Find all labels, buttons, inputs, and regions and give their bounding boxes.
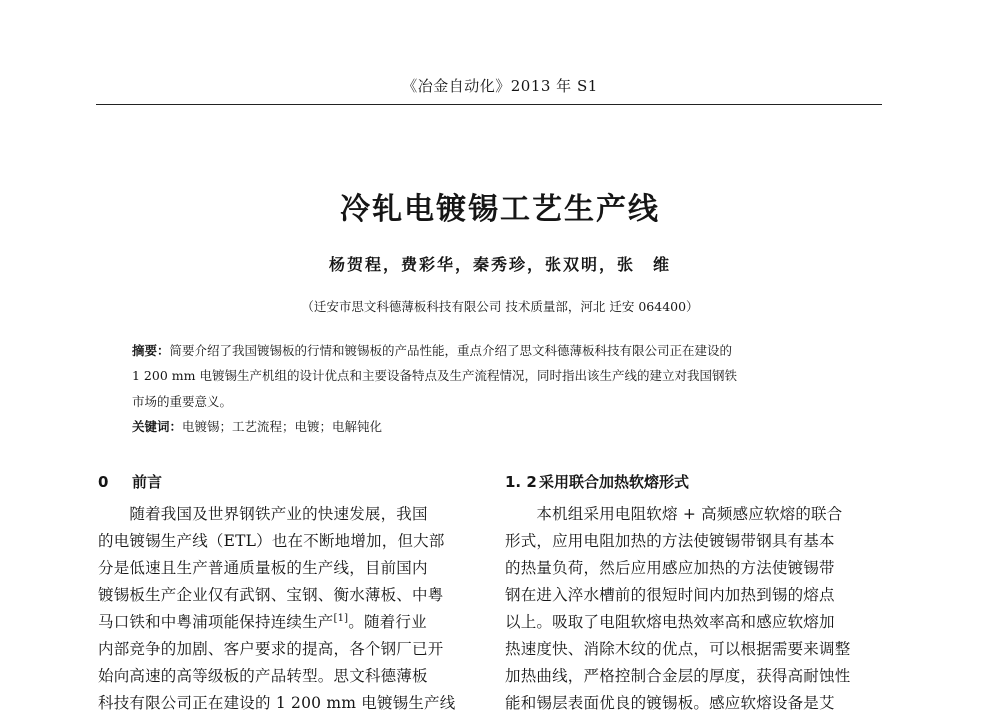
affiliation: （迁安市思文科德薄板科技有限公司 技术质量部，河北 迁安 064400） (301, 299, 699, 314)
abstract-line-2: 1 200 mm 电镀锡生产机组的设计优点和主要设备特点及生产流程情况，同时指出该生产线的建立对我国钢铁 (132, 368, 737, 383)
journal-header: 《冶金自动化》2013 年 S1 (402, 77, 598, 95)
section-1-2-title: 采用联合加热软熔形式 (539, 473, 690, 491)
right-body-line-5: 以上。吸取了电阻软熔电热效率高和感应软熔加 (505, 613, 835, 631)
left-body-line-4: 镀锡板生产企业仅有武钢、宝钢、衡水薄板、中粤 (98, 586, 444, 604)
right-body-line-6: 热速度快、消除木纹的优点，可以根据需要来调整 (505, 640, 851, 658)
left-body-line-5-tail: 。随着行业 (348, 613, 427, 631)
abstract-label: 摘要： (132, 343, 170, 358)
left-body-line-7: 始向高速的高等级板的产品转型。思文科德薄板 (98, 667, 428, 685)
section-1-2-number: 1. 2 (505, 473, 537, 491)
paper-title: 冷轧电镀锡工艺生产线 (340, 192, 660, 227)
section-0-number: 0 (98, 473, 109, 491)
left-body-line-1: 随着我国及世界钢铁产业的快速发展，我国 (98, 505, 428, 523)
header-rule (96, 104, 882, 105)
left-body-line-2: 的电镀锡生产线（ETL）也在不断地增加，但大部 (98, 532, 445, 550)
left-body-line-3: 分是低速且生产普通质量板的生产线，目前国内 (98, 559, 428, 577)
citation-ref: [1] (333, 612, 349, 624)
author-list: 杨贺程，费彩华，秦秀珍，张双明，张 维 (328, 255, 671, 274)
right-body-line-8: 能和锡层表面优良的镀锡板。感应软熔设备是艾 (505, 694, 835, 712)
keywords-line (132, 417, 382, 435)
right-body-line-2: 形式，应用电阻加热的方法使镀锡带钢具有基本 (505, 532, 835, 550)
left-body-line-6: 内部竞争的加剧、客户要求的提高，各个钢厂已开 (98, 640, 444, 658)
right-body-line-3: 的热量负荷，然后应用感应加热的方法使镀锡带 (505, 559, 835, 577)
section-1-2-heading (505, 471, 689, 492)
keywords-text: 电镀锡；工艺流程；电镀；电解钝化 (182, 419, 383, 434)
keywords-label: 关键词： (132, 419, 183, 434)
right-body-line-1: 本机组采用电阻软熔 + 高频感应软熔的联合 (505, 505, 843, 523)
right-body-line-7: 加热曲线，严格控制合金层的厚度，获得高耐蚀性 (505, 667, 851, 685)
section-0-heading (98, 471, 162, 492)
abstract-line-3: 市场的重要意义。 (132, 394, 233, 409)
left-body-line-5 (98, 610, 427, 632)
left-body-line-5-text: 马口铁和中粤浦项能保持连续生产 (98, 613, 334, 631)
section-0-title: 前言 (132, 473, 163, 491)
abstract-text-1: 简要介绍了我国镀锡板的行情和镀锡板的产品性能，重点介绍了思文科德薄板科技有限公司正在建设的 (169, 343, 733, 358)
left-body-line-8: 科技有限公司正在建设的 1 200 mm 电镀锡生产线 (98, 694, 456, 712)
right-body-line-4: 钢在进入淬水槽前的很短时间内加热到锡的熔点 (505, 586, 835, 604)
abstract-line-1 (132, 341, 732, 359)
